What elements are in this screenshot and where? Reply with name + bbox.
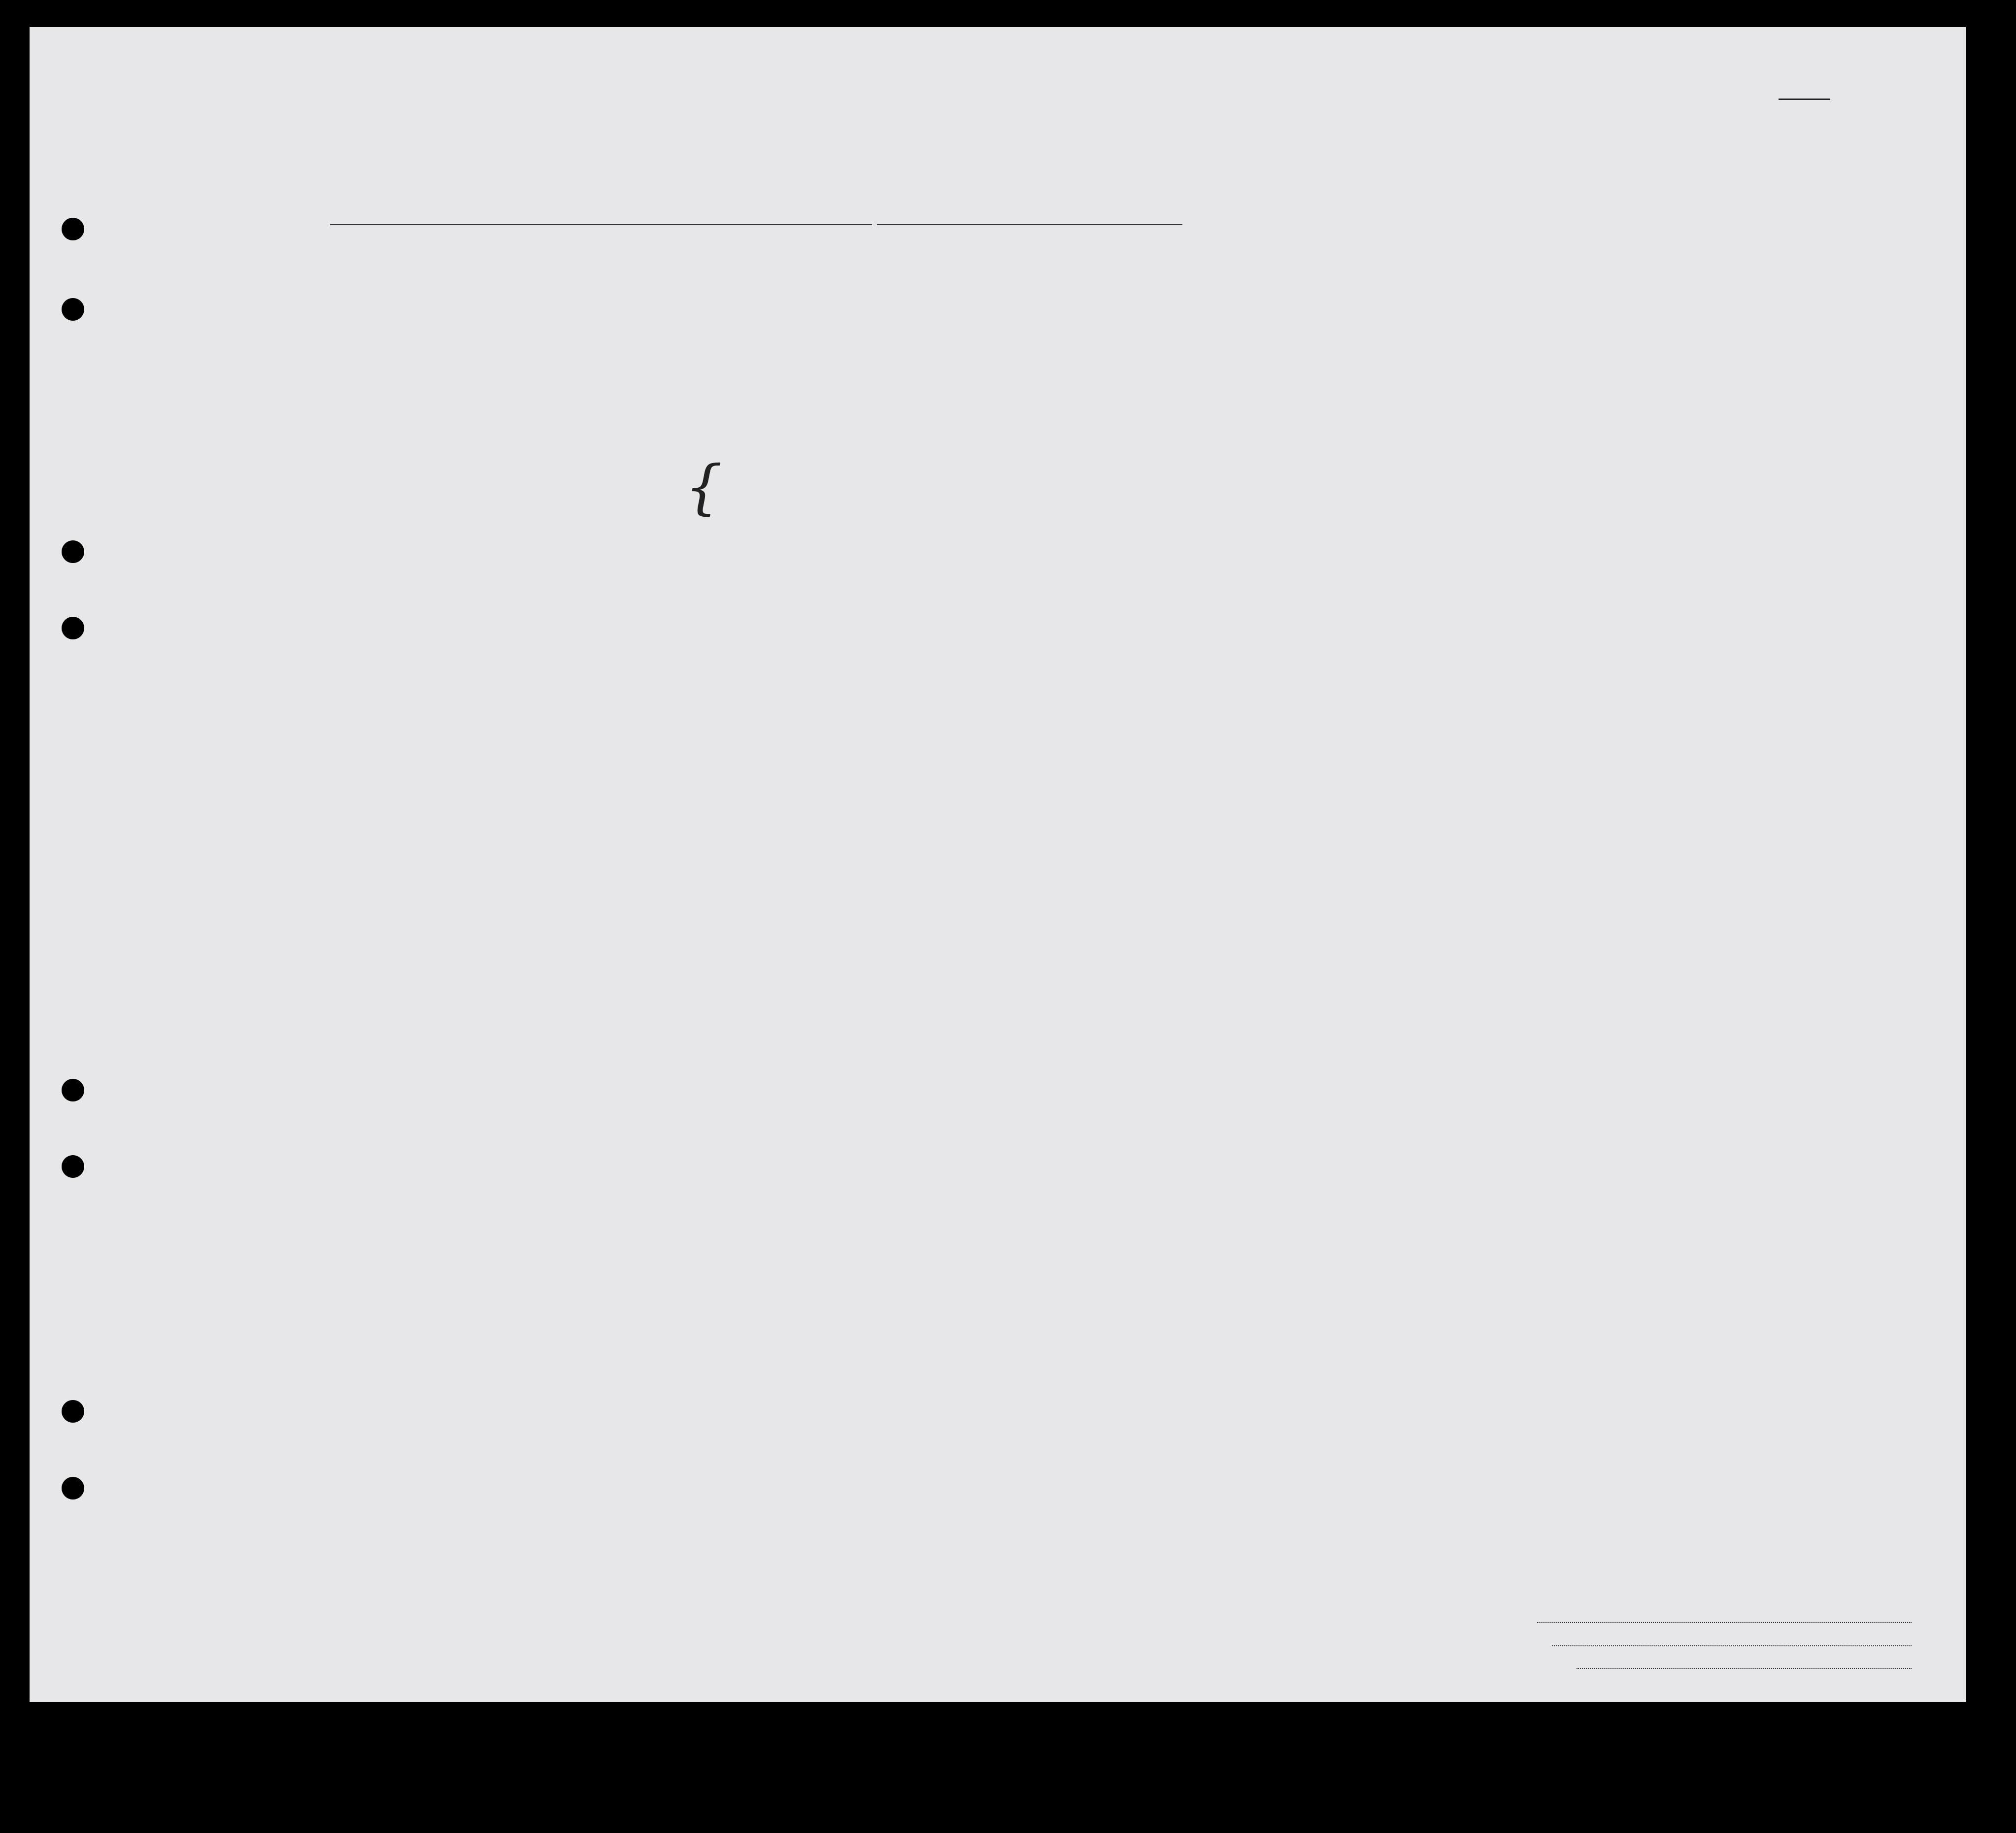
- punch-hole: [62, 617, 84, 639]
- col34-inches: [1632, 372, 1646, 426]
- col34-feet: [1606, 372, 1621, 426]
- col24-return: [1160, 342, 1188, 431]
- owners-field: [1552, 1645, 1912, 1646]
- punch-hole: [62, 1400, 84, 1423]
- punch-hole: [62, 218, 84, 240]
- manifest-sheet: [30, 27, 1966, 1702]
- col19-header: [567, 303, 596, 431]
- table-grid: [30, 27, 1966, 1702]
- col27-header: [1335, 308, 1350, 431]
- col24-citizen: [1229, 342, 1257, 431]
- punch-hole: [62, 298, 84, 321]
- col29-header: [1411, 308, 1439, 431]
- brace-mark: {: [685, 453, 723, 522]
- col26-header: [1313, 308, 1328, 431]
- col28-header: [1361, 308, 1403, 431]
- punch-hole: [62, 1079, 84, 1101]
- col25-header: [1269, 308, 1303, 431]
- col21-header: [700, 303, 723, 431]
- agents-field: [1577, 1668, 1912, 1669]
- col31-header: [1467, 308, 1484, 431]
- col30-header: [1444, 308, 1461, 431]
- punch-hole: [62, 540, 84, 563]
- punch-hole: [62, 1477, 84, 1500]
- col24-length: [1194, 342, 1223, 431]
- punch-hole: [62, 1155, 84, 1178]
- line-field: [1537, 1622, 1912, 1623]
